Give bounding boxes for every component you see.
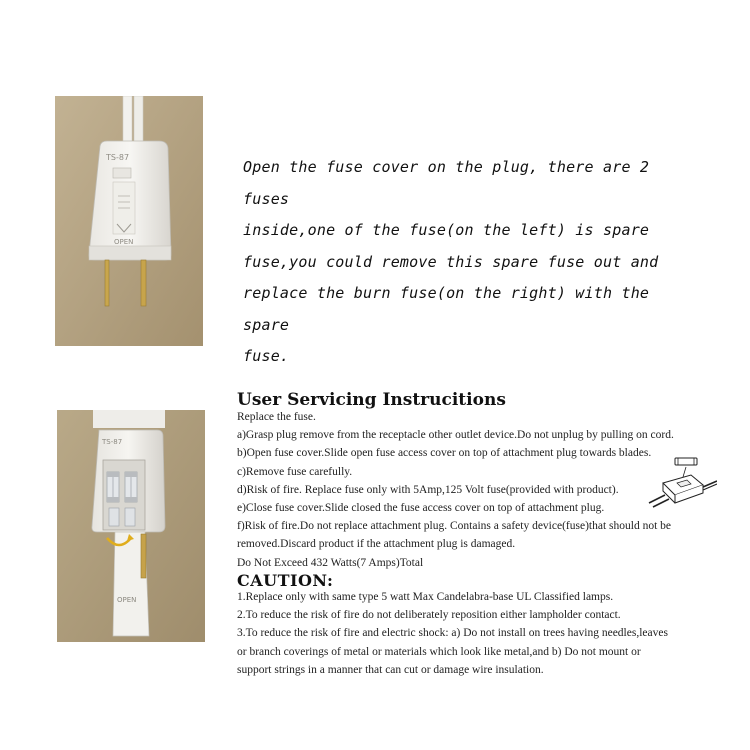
fuse-diagram-icon <box>645 455 717 517</box>
servicing-instructions <box>237 408 707 572</box>
intro-line: fuse. <box>243 347 290 365</box>
caution-list <box>237 588 668 679</box>
servicing-line: a)Grasp plug remove from the receptacle other outlet device.Do not unplug by pulling on cord. <box>237 429 674 442</box>
plug-open-label: OPEN <box>117 596 137 604</box>
intro-line: fuse,you could remove this spare fuse out and <box>243 252 659 271</box>
servicing-line: e)Close fuse cover.Slide closed the fuse access cover on top of attachment plug. <box>237 502 605 515</box>
plug-closed-photo <box>55 96 203 346</box>
servicing-line: c)Remove fuse carefully. <box>237 465 353 478</box>
caution-title: CAUTION: <box>237 571 334 590</box>
plug-open-photo <box>57 410 205 642</box>
servicing-line: Replace the fuse. <box>237 411 316 423</box>
plug-open-illustration <box>57 410 205 642</box>
servicing-title: User Servicing Instrucitions <box>237 390 506 410</box>
caution-line: 2.To reduce the risk of fire do not deliberately reposition either lampholder contact. <box>237 609 621 622</box>
servicing-line: f)Risk of fire.Do not replace attachment plug. Contains a safety device(fuse)that should not be <box>237 520 671 533</box>
plug-open-label: OPEN <box>114 238 134 246</box>
plug-model-label: TS-87 <box>106 153 130 162</box>
servicing-line: removed.Discard product if the attachment plug is damaged. <box>237 538 516 551</box>
plug-model-label: TS-87 <box>102 438 123 446</box>
caution-line: 3.To reduce the risk of fire and electric shock: a) Do not install on trees having needles,leaves <box>237 627 668 640</box>
intro-line: replace the burn fuse(on the right) with the spare <box>243 284 650 334</box>
plug-closed-illustration <box>55 96 203 346</box>
intro-line: Open the fuse cover on the plug, there are 2 fuses <box>243 158 650 208</box>
intro-paragraph <box>243 152 703 373</box>
caution-line: or branch coverings of metal or materials which look like metal,and b) Do not mount or <box>237 645 641 658</box>
servicing-line: Do Not Exceed 432 Watts(7 Amps)Total <box>237 556 424 569</box>
servicing-line: d)Risk of fire. Replace fuse only with 5Amp,125 Volt fuse(provided with product). <box>237 483 619 496</box>
servicing-line: b)Open fuse cover.Slide open fuse access cover on top of attachment plug towards blades. <box>237 447 652 460</box>
intro-line: inside,one of the fuse(on the left) is spare <box>243 221 650 239</box>
caution-line: 1.Replace only with same type 5 watt Max Candelabra-base UL Classified lamps. <box>237 591 614 603</box>
caution-line: support strings in a manner that can cut or damage wire insulation. <box>237 663 544 676</box>
